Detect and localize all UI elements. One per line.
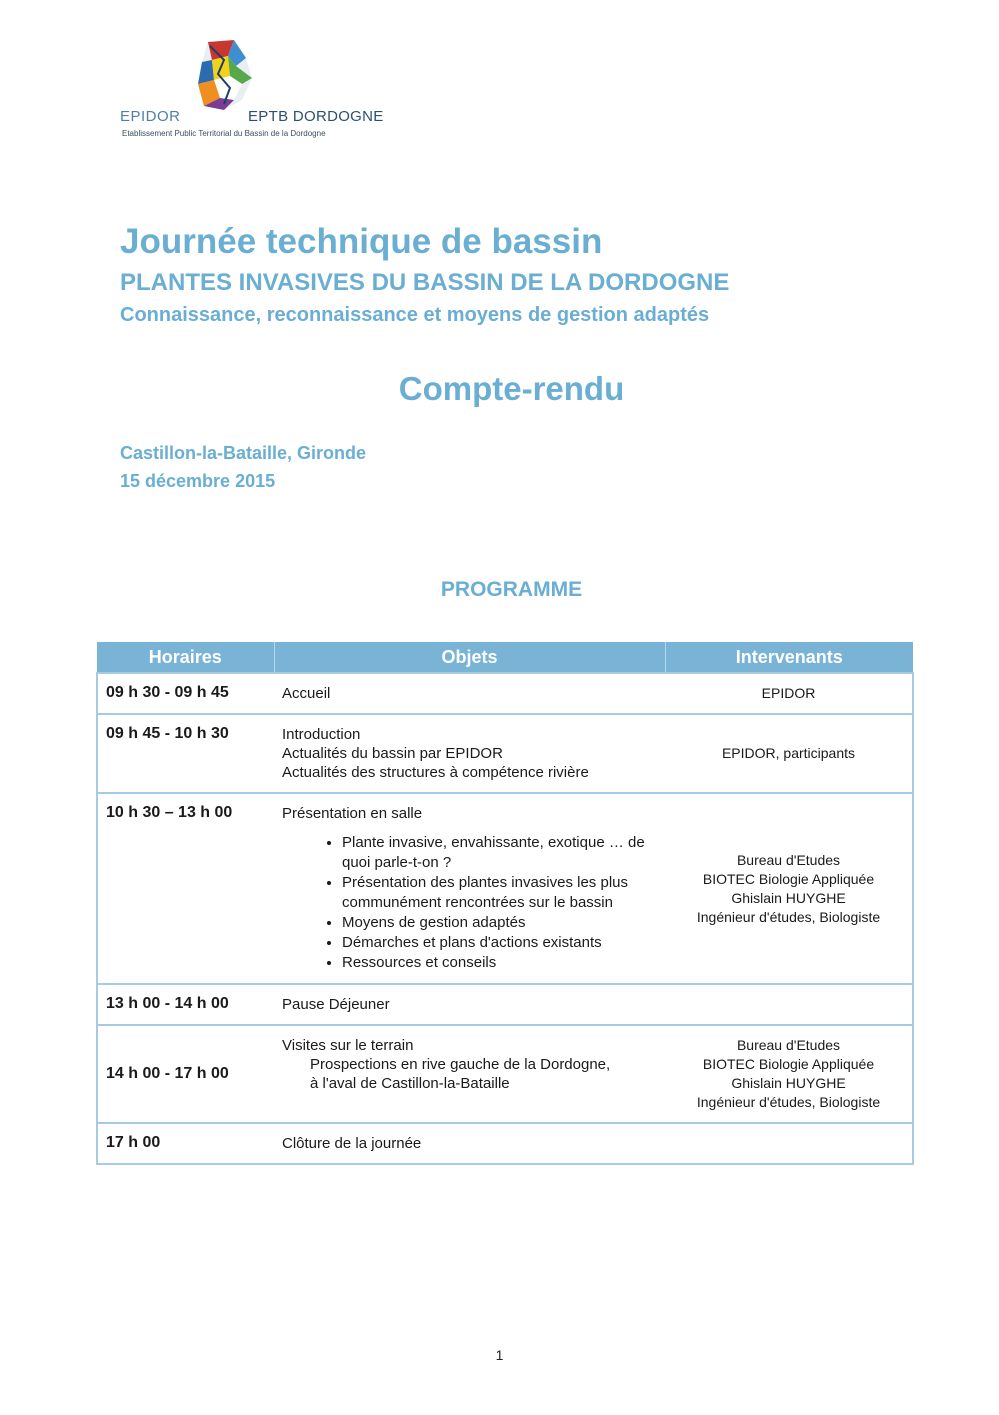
header-intervenants: Intervenants — [665, 642, 913, 673]
row-object — [274, 793, 665, 984]
row-object — [274, 714, 665, 793]
header-objets: Objets — [274, 642, 665, 673]
row-object-line: Clôture de la journée — [282, 1135, 422, 1152]
row-object — [274, 1123, 665, 1164]
page-subtitle: PLANTES INVASIVES DU BASSIN DE LA DORDOGNE — [120, 269, 730, 296]
table-row — [97, 673, 913, 714]
page-title: Journée technique de bassin — [120, 222, 603, 261]
row-time: 09 h 30 - 09 h 45 — [97, 673, 274, 714]
row-speaker — [665, 1025, 913, 1123]
list-item: • Démarches et plans d'actions existants — [342, 933, 657, 953]
list-item: • Plante invasive, envahissante, exotique … de quoi parle-t-on ? — [342, 833, 657, 873]
table-header-row — [97, 642, 913, 673]
list-item: • Présentation des plantes invasives les plus communément rencontrées sur le bassin — [342, 873, 657, 913]
row-speaker-line: Bureau d'Etudes — [736, 1037, 841, 1053]
row-time: 14 h 00 - 17 h 00 — [97, 1025, 274, 1123]
row-speaker-line: Bureau d'Etudes — [736, 851, 841, 868]
row-time: 10 h 30 – 13 h 00 — [97, 793, 274, 984]
row-speaker — [665, 1123, 913, 1164]
epidor-logo-icon — [194, 40, 260, 112]
table-row — [97, 1123, 913, 1164]
table-row — [97, 1025, 913, 1123]
row-object-line: Actualités du bassin par EPIDOR — [282, 745, 503, 762]
row-object-line: Présentation en salle — [282, 805, 423, 822]
row-time: 17 h 00 — [97, 1123, 274, 1164]
row-speaker — [665, 793, 913, 984]
row-object-line: à l'aval de Castillon-la-Bataille — [310, 1075, 510, 1092]
list-item: • Moyens de gestion adaptés — [342, 913, 657, 933]
row-object-line: Accueil — [282, 685, 331, 702]
row-speaker-line: BIOTEC Biologie Appliquée — [702, 870, 875, 887]
row-object-line: Pause Déjeuner — [282, 996, 390, 1013]
row-speaker — [665, 714, 913, 793]
row-time: 13 h 00 - 14 h 00 — [97, 984, 274, 1025]
logo-epidor-text: EPIDOR — [120, 108, 181, 125]
page-number: 1 — [495, 1347, 504, 1363]
row-speaker-line: Ingénieur d'études, Biologiste — [696, 908, 881, 925]
row-object — [274, 984, 665, 1025]
row-object — [274, 1025, 665, 1123]
row-speaker-line: EPIDOR — [761, 685, 816, 701]
list-item: • Ressources et conseils — [342, 953, 657, 973]
row-speaker-line: EPIDOR, participants — [721, 745, 856, 761]
table-row — [97, 714, 913, 793]
event-info — [120, 439, 366, 495]
programme-table — [96, 642, 914, 1165]
row-speaker-line: Ghislain HUYGHE — [731, 889, 846, 906]
report-label: Compte-rendu — [398, 370, 625, 407]
row-object-line: Prospections en rive gauche de la Dordogne, — [310, 1056, 611, 1073]
row-speaker-line: BIOTEC Biologie Appliquée — [702, 1056, 875, 1072]
logo-eptb-text: EPTB DORDOGNE — [248, 108, 384, 125]
row-object-line: Actualités des structures à compétence rivière — [282, 764, 589, 781]
event-location: Castillon-la-Bataille, Gironde — [120, 443, 367, 463]
title-block — [120, 220, 940, 330]
row-speaker — [665, 673, 913, 714]
header-horaires: Horaires — [97, 642, 274, 673]
page-tagline: Connaissance, reconnaissance et moyens de gestion adaptés — [120, 304, 710, 326]
topic-list — [282, 833, 657, 973]
table-row — [97, 793, 913, 984]
row-object-line: Introduction — [282, 726, 361, 743]
row-object-line: Visites sur le terrain — [282, 1037, 414, 1054]
row-time: 09 h 45 - 10 h 30 — [97, 714, 274, 793]
row-speaker-line: Ghislain HUYGHE — [731, 1075, 846, 1091]
logo-subtitle: Etablissement Public Territorial du Bassin de la Dordogne — [122, 129, 326, 138]
row-object — [274, 673, 665, 714]
row-speaker — [665, 984, 913, 1025]
epidor-logo — [120, 40, 410, 145]
programme-heading: PROGRAMME — [440, 578, 583, 601]
row-speaker-line: Ingénieur d'études, Biologiste — [696, 1094, 881, 1110]
event-date: 15 décembre 2015 — [120, 471, 276, 491]
table-row — [97, 984, 913, 1025]
